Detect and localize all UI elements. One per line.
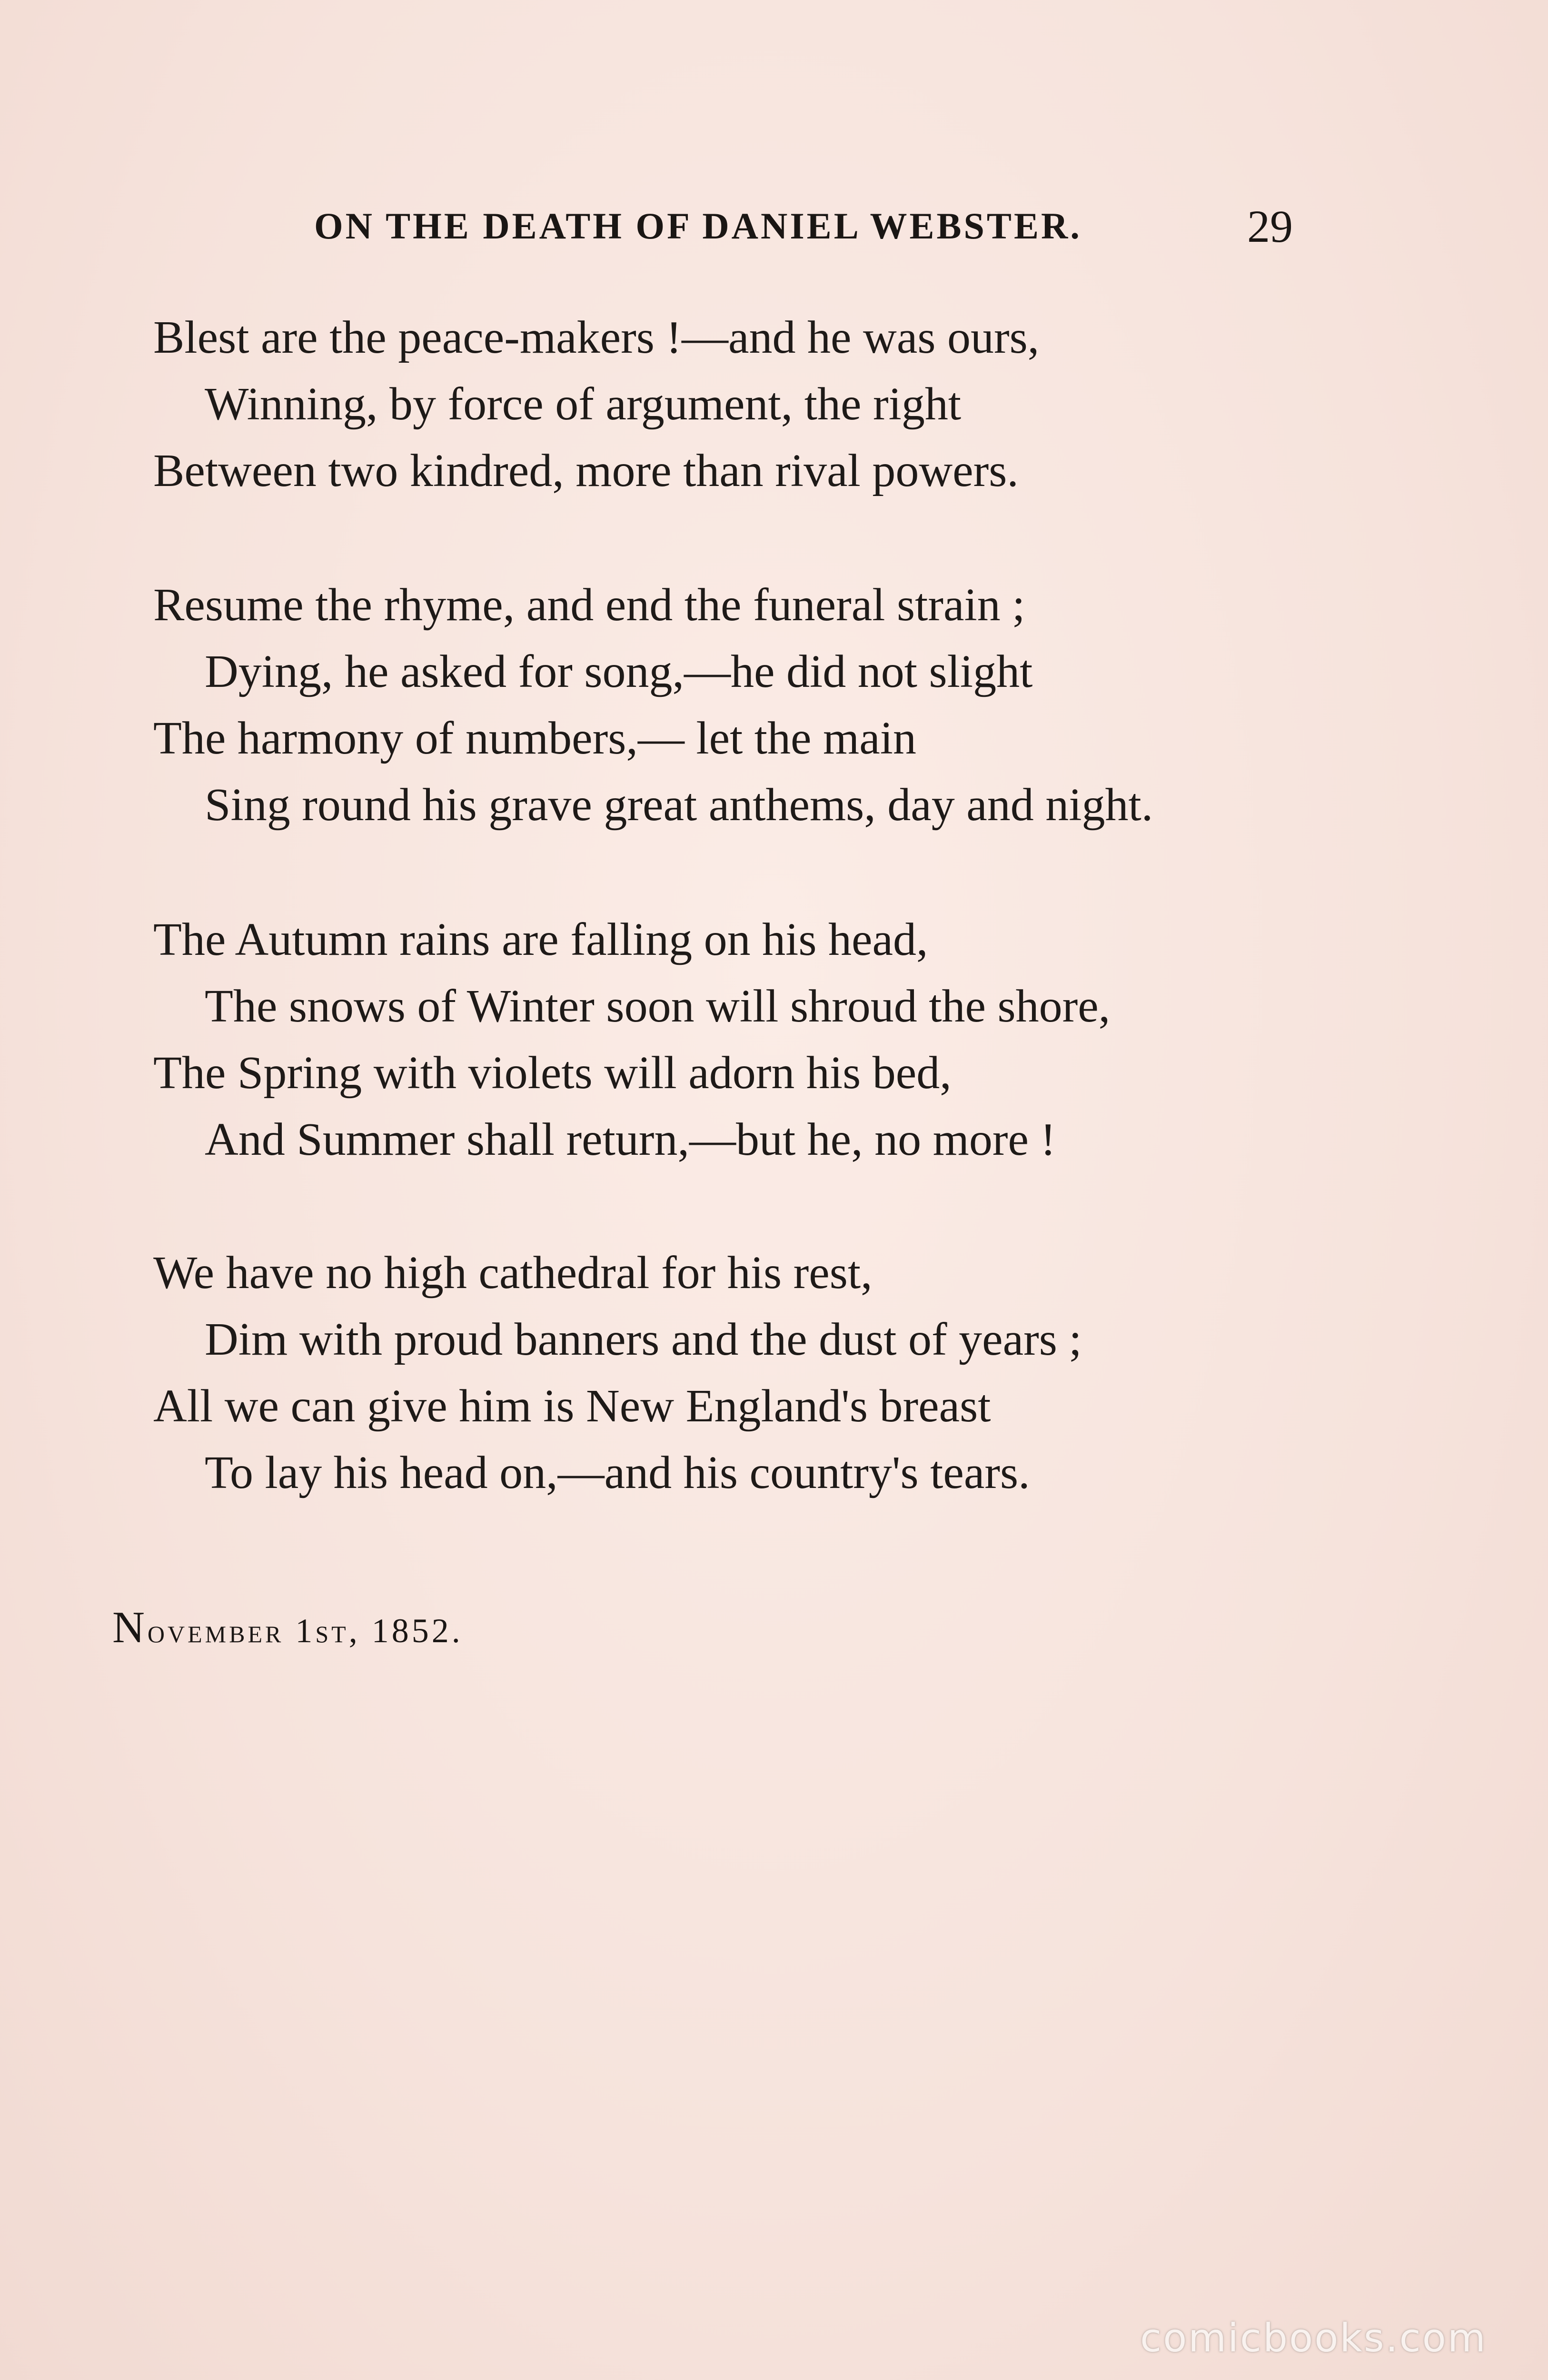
poem-line: Dying, he asked for song,—he did not slight xyxy=(205,646,1033,697)
dateline xyxy=(112,1602,463,1653)
poem-line: Between two kindred, more than rival powers. xyxy=(153,445,1019,496)
poem-line: Blest are the peace-makers !—and he was ours, xyxy=(153,312,1040,363)
poem-line: Dim with proud banners and the dust of years ; xyxy=(205,1314,1082,1365)
page-number: 29 xyxy=(1247,201,1293,252)
poem-line: All we can give him is New England's breast xyxy=(153,1380,991,1432)
poem-line: The harmony of numbers,— let the main xyxy=(153,713,916,764)
poem-line: To lay his head on,—and his country's tears. xyxy=(205,1447,1030,1498)
watermark: comicbooks.com xyxy=(1140,2316,1487,2361)
poem-line: Winning, by force of argument, the right xyxy=(205,378,962,430)
poem-line: Resume the rhyme, and end the funeral strain ; xyxy=(153,579,1025,631)
poem-line: And Summer shall return,—but he, no more ! xyxy=(205,1114,1056,1165)
dateline-text: ovember 1st, 1852. xyxy=(147,1612,463,1650)
poem-line: Sing round his grave great anthems, day and night. xyxy=(205,779,1153,831)
poem-line: The snows of Winter soon will shroud the shore, xyxy=(205,981,1111,1032)
running-title: ON THE DEATH OF DANIEL WEBSTER. xyxy=(314,205,1082,247)
poem-line: We have no high cathedral for his rest, xyxy=(153,1247,873,1299)
poem-line: The Autumn rains are falling on his head, xyxy=(153,914,928,965)
poem-line: The Spring with violets will adorn his bed, xyxy=(153,1047,952,1099)
dateline-initial: N xyxy=(112,1603,148,1652)
